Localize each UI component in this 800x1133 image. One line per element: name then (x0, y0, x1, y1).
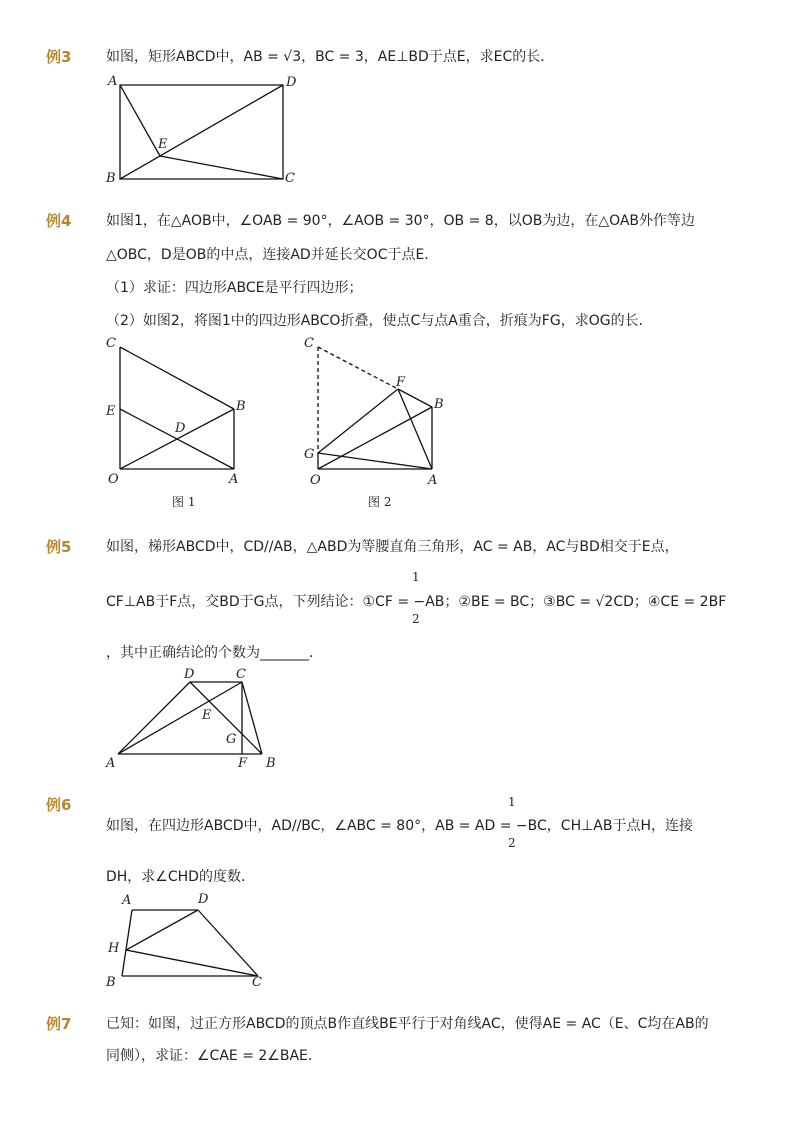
example-5-fraction-numerator: 1 (412, 570, 420, 584)
ex3-label-E: E (158, 137, 168, 152)
ex6-label-H: H (108, 941, 120, 956)
ex4-fig1-label-C: C (106, 336, 116, 351)
example-4-line3: （1）求证：四边形ABCE是平行四边形； (106, 280, 363, 296)
example-7-tag: 例7 (46, 1015, 72, 1033)
ex4-fig2-label-A: A (428, 473, 438, 488)
ex4-fig1-caption: 图 1 (172, 495, 196, 509)
example-5-line2: CF⊥AB于F点，交BD于G点，下列结论：①CF = −AB；②BE = BC；③BC = √2CD；④CE = 2BF (106, 594, 727, 610)
example-5-tag: 例5 (46, 538, 72, 556)
example-4-tag: 例4 (46, 212, 72, 230)
example-7-line2: 同侧），求证：∠CAE = 2∠BAE． (106, 1048, 322, 1064)
example-5-line1: 如图，梯形ABCD中，CD//AB，△ABD为等腰直角三角形，AC = AB，AC与BD相交于E点， (106, 539, 679, 555)
example-5-line3: ，其中正确结论的个数为_______． (106, 645, 323, 661)
ex4-fig2-label-O: O (310, 473, 321, 488)
example-4-line1: 如图1，在△AOB中，∠OAB = 90°，∠AOB = 30°，OB = 8，以OB为边，在△OAB外作等边 (106, 213, 696, 229)
example-7-line1: 已知：如图，过正方形ABCD的顶点B作直线BE平行于对角线AC，使得AE = AC（E、C均在AB的 (106, 1016, 709, 1032)
ex4-fig2-label-B: B (434, 397, 444, 412)
example-4-line2: △OBC，D是OB的中点，连接AD并延长交OC于点E． (106, 247, 439, 263)
example-6-figure (100, 888, 280, 993)
ex3-label-A: A (108, 74, 118, 89)
ex4-fig2-label-G: G (304, 447, 315, 462)
ex4-fig2-label-F: F (396, 375, 406, 390)
ex6-label-D: D (198, 892, 209, 907)
ex5-label-F: F (238, 756, 248, 771)
example-4-figure-1 (100, 333, 260, 518)
example-6-tag: 例6 (46, 796, 72, 814)
example-6-fraction-denominator: 2 (508, 836, 516, 850)
example-6-fraction-numerator: 1 (508, 795, 516, 809)
ex5-label-B: B (266, 756, 276, 771)
example-5-fraction-denominator: 2 (412, 612, 420, 626)
example-3-text: 如图，矩形ABCD中，AB = √3，BC = 3，AE⊥BD于点E，求EC的长． (106, 49, 555, 65)
ex3-label-D: D (286, 75, 297, 90)
ex4-fig1-label-O: O (108, 472, 119, 487)
ex4-fig1-label-B: B (236, 399, 246, 414)
example-3-tag: 例3 (46, 48, 72, 66)
ex3-label-B: B (106, 171, 116, 186)
ex4-fig1-label-E: E (106, 404, 116, 419)
example-4-figure-2 (298, 333, 458, 518)
example-5-figure (100, 664, 290, 774)
ex4-fig1-label-A: A (229, 472, 239, 487)
example-4-line4: （2）如图2，将图1中的四边形ABCO折叠，使点C与点A重合，折痕为FG，求OG的长． (106, 313, 653, 329)
example-3-figure (100, 72, 300, 187)
ex4-fig1-label-D: D (175, 421, 186, 436)
ex5-label-A: A (106, 756, 116, 771)
ex4-fig2-label-C: C (304, 336, 314, 351)
ex4-fig2-caption: 图 2 (368, 495, 392, 509)
ex5-label-D: D (184, 667, 195, 682)
ex6-label-C: C (252, 975, 262, 990)
ex6-label-A: A (122, 893, 132, 908)
example-6-line2: DH，求∠CHD的度数． (106, 869, 255, 885)
ex6-label-B: B (106, 975, 116, 990)
ex5-label-C: C (236, 667, 246, 682)
ex5-label-E: E (202, 708, 212, 723)
ex3-label-C: C (285, 171, 295, 186)
ex5-label-G: G (226, 732, 237, 747)
example-6-line1: 如图，在四边形ABCD中，AD//BC，∠ABC = 80°，AB = AD = −BC，CH⊥AB于点H，连接 (106, 818, 693, 834)
